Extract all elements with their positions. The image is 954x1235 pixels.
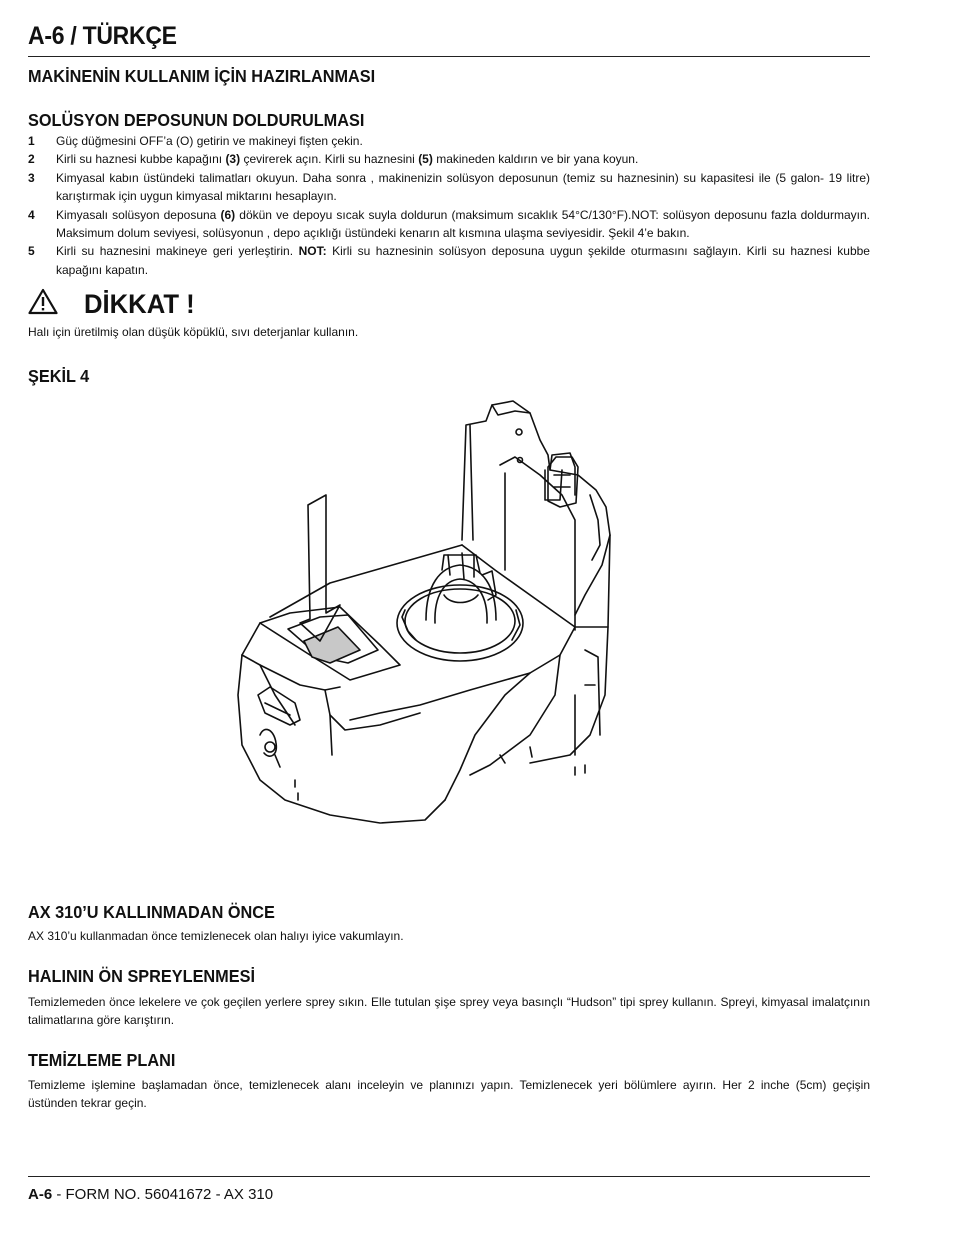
warning-block [28,288,200,320]
warning-title: DİKKAT ! [84,288,195,319]
step-text: makineden kaldırın ve bir yana koyun. [432,152,639,167]
step-number: 3 [28,170,35,185]
step-number: 2 [28,152,35,167]
step-text: çevirerek açın. Kirli su haznesini [240,152,419,167]
step-ref: (6) [220,207,236,222]
step-item [28,206,870,243]
plan-text: Temizleme işlemine başlamadan önce, temizlenecek alanı inceleyin ve planınızı yapın. Temizlenecek yeri bölümlere ayırın. Her 2 inche (5cm) geçişin üstünden tekrar geçin. [28,1078,870,1111]
section-heading: MAKİNENİN KULLANIM İÇİN HAZIRLANMASI [28,66,376,86]
step-item [28,242,870,279]
figure-label: ŞEKİL 4 [28,366,90,386]
before-use-heading: AX 310’U KALLINMADAN ÖNCE [28,902,275,922]
page-title: A-6 / TÜRKÇE [28,22,177,50]
footer-divider [28,1176,870,1177]
step-item [28,132,870,150]
step-text: Kimyasal kabın üstündeki talimatları okuyun. Daha sonra , makinenizin solüsyon deposunun (temiz su haznesinin) su kapasitesi ile (5 galon- 19 litre) karıştırmak için uygun kimyasal miktarını hesaplayın. [56,170,870,204]
step-note-label: NOT: [298,244,327,259]
step-number: 4 [28,207,35,222]
before-use-text: AX 310’u kullanmadan önce temizlenecek olan halıyı iyice vakumlayın. [28,929,404,943]
step-text: Kirli su haznesini makineye geri yerleştirin. [56,244,299,259]
plan-heading: TEMİZLEME PLANI [28,1050,176,1070]
warning-text: Halı için üretilmiş olan düşük köpüklü, sıvı deterjanlar kullanın. [28,325,359,339]
header-divider [28,56,870,57]
step-item [28,150,870,168]
step-number: 5 [28,244,35,259]
figure-4-illustration [230,395,650,860]
step-text: Güç düğmesini OFF’a (O) getirin ve makineyi fişten çekin. [56,134,363,148]
step-number: 1 [28,134,35,148]
step-text: Kirli su haznesinin solüsyon deposuna uygun şekilde oturmasını sağlayın. Kirli su haznesi kubbe kapağını kapatın. [56,244,870,277]
warning-triangle-icon [28,288,58,320]
footer-form-number: - FORM NO. 56041672 - AX 310 [52,1186,274,1203]
page-footer [28,1186,273,1203]
step-text: Kirli su haznesi kubbe kapağını [56,152,226,167]
step-ref: (5) [418,152,433,167]
step-text: Kimyasalı solüsyon deposuna [56,207,221,222]
prespray-heading: HALININ ÖN SPREYLENMESİ [28,966,255,986]
step-item [28,169,870,206]
prespray-text: Temizlemeden önce lekelere ve çok geçilen yerlere sprey sıkın. Elle tutulan şişe sprey veya basınçlı “Hudson” tipi sprey kullanın. Spreyi, kimyasal imalatçının talimatlarına göre karıştırın. [28,995,870,1028]
footer-page-number: A-6 [28,1186,53,1203]
fill-heading: SOLÜSYON DEPOSUNUN DOLDURULMASI [28,110,365,130]
step-text: dökün ve depoyu sıcak suyla doldurun (maksimum sıcaklık 54°C/130°F).NOT: solüsyon deposunu fazla doldurmayın. Maksimum dolum seviyesi, solüsyonun , depo açıklığı üstündeki kenarın alt kısmına ulaşma seviyesidir. Şekil 4’e bakın. [56,207,870,241]
step-ref: (3) [225,152,241,167]
fill-steps-list [28,132,870,279]
